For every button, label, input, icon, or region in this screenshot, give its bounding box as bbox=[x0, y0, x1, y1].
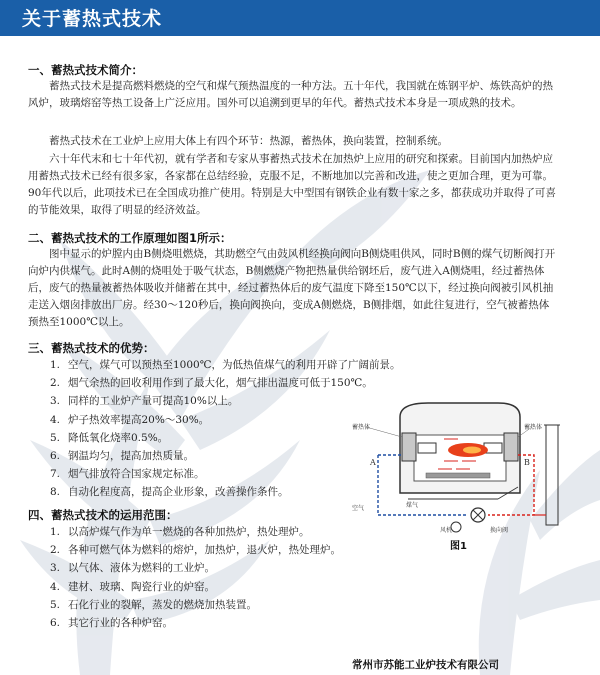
section-title-principle: 二、蓄热式技术的工作原理如图1所示： bbox=[28, 231, 232, 245]
svg-text:空气: 空气 bbox=[352, 505, 365, 512]
page-title: 关于蓄热式技术 bbox=[22, 8, 163, 30]
regenerator-left bbox=[402, 433, 416, 461]
principle-paragraph: 图中显示的炉膛内由B侧烧咀燃烧，其助燃空气由鼓风机经换向阀向B侧烧咀供风，同时B侧的煤气切断阀打开向炉内供煤气。此时A侧的烧咀处于吸气状态，B侧燃烧产物把热量供给钢坯后，废气进入A侧烧咀，经过蓄热体后，废气的热量被蓄热体吸收并储蓄在其中，经过蓄热体后的废气温度下降至150℃以下，经过换向阀被引风机抽走送入烟囱排放出厂房。经30～120秒后，换向阀换向，变成A侧燃烧，B侧排烟，如此往复进行，空气被蓄热体预热至1000℃以上。 bbox=[28, 248, 556, 328]
list-item: 6. 其它行业的各种炉窑。 bbox=[50, 617, 173, 630]
section-title-intro: 一、蓄热式技术简介： bbox=[28, 63, 143, 77]
svg-text:蓄热体: 蓄热体 bbox=[352, 424, 371, 431]
list-item: 2. 烟气余热的回收利用作到了最大化，烟气排出温度可低于150℃。 bbox=[50, 377, 373, 390]
list-item: 6. 钢温均匀，提高加热质量。 bbox=[50, 450, 194, 463]
section-title-advantages: 三、蓄热式技术的优势： bbox=[28, 341, 155, 355]
list-item: 1. 以高炉煤气作为单一燃烧的各种加热炉，热处理炉。 bbox=[50, 526, 310, 538]
figure-caption: 图1 bbox=[450, 541, 467, 552]
intro-paragraph-2: 蓄热式技术在工业炉上应用大体上有四个环节：热源，蓄热体，换向装置，控制系统。 bbox=[49, 135, 448, 147]
list-item: 4. 炉子热效率提高20%～30%。 bbox=[50, 413, 210, 426]
list-item: 8. 自动化程度高，提高企业形象，改善操作条件。 bbox=[50, 486, 289, 499]
svg-text:煤气: 煤气 bbox=[406, 502, 419, 509]
list-item: 1. 空气，煤气可以预热至1000℃，为低热值煤气的利用开辟了广阔前景。 bbox=[50, 359, 401, 371]
svg-text:A: A bbox=[370, 458, 376, 467]
list-item: 5. 石化行业的裂解，蒸发的燃烧加热装置。 bbox=[50, 598, 257, 611]
chimney bbox=[546, 425, 558, 525]
list-item: 2. 各种可燃气体为燃料的熔炉，加热炉，退火炉，热处理炉。 bbox=[50, 544, 341, 557]
applications-list bbox=[50, 523, 341, 632]
intro-paragraph-3: 六十年代末和七十年代初，就有学者和专家从事蓄热式技术在加热炉上应用的研究和探索。目前国内加热炉应用蓄热式技术已经有很多家，各家都在总结经验，克服不足，不断地加以完善和改进，使之更加合理，更为可靠。90年代以后，此项技术已在全国成功推广使用。特别是大中型国有钢铁企业有数十家之多，都获成功并取得了可喜的节能效果，取得了明显的经济效益。 bbox=[28, 153, 556, 216]
svg-text:B: B bbox=[524, 458, 530, 467]
regenerative-furnace-diagram bbox=[348, 395, 574, 535]
svg-text:换向阀: 换向阀 bbox=[490, 527, 509, 534]
fan-icon bbox=[451, 522, 461, 532]
list-item: 3. 以气体、液体为燃料的工业炉。 bbox=[50, 562, 215, 575]
list-item: 5. 降低氧化烧率0.5%。 bbox=[50, 431, 169, 444]
svg-text:蓄热体: 蓄热体 bbox=[524, 424, 543, 431]
list-item: 7. 烟气排放符合国家规定标准。 bbox=[50, 468, 205, 481]
regenerator-right bbox=[504, 433, 518, 461]
list-item: 3. 同样的工业炉产量可提高10%以上。 bbox=[50, 395, 239, 408]
list-item: 4. 建材、玻璃、陶瓷行业的炉窑。 bbox=[50, 580, 215, 593]
footer-company-name: 常州市苏能工业炉技术有限公司 bbox=[352, 659, 499, 671]
intro-paragraph-1: 蓄热式技术是提高燃料燃烧的空气和煤气预热温度的一种方法。五十年代，我国就在炼钢平炉、炼铁高炉的热风炉，玻璃熔窑等热工设备上广泛应用。国外可以追溯到更早的年代。蓄热式技术本身是一项成熟的技术。 bbox=[28, 80, 553, 109]
section-title-applications: 四、蓄热式技术的运用范围： bbox=[28, 508, 178, 522]
svg-text:风机: 风机 bbox=[440, 527, 453, 534]
